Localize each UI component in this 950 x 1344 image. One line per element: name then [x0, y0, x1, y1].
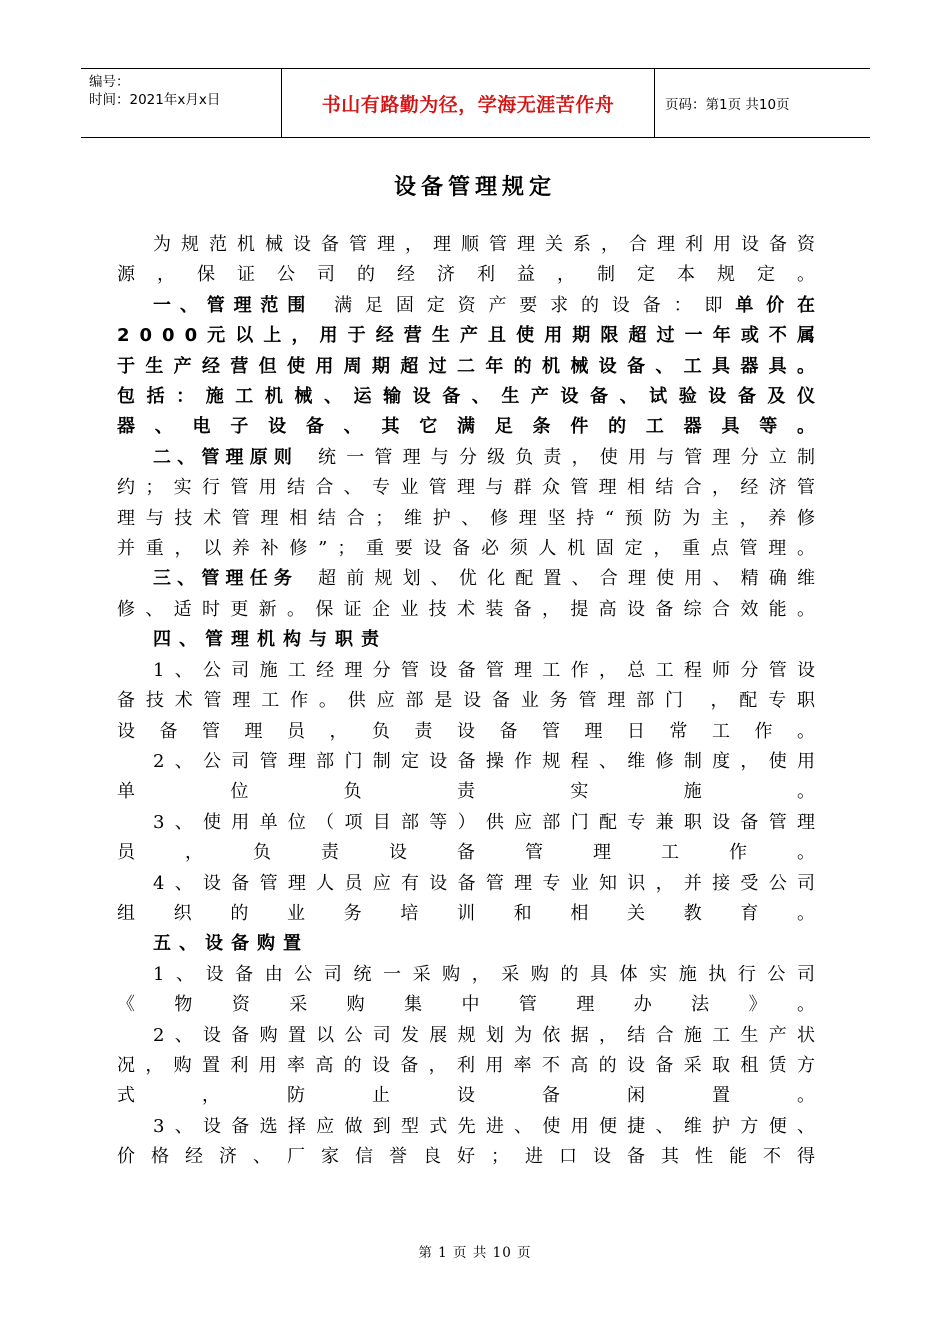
section-3-text: 超前规划、优化配置、合理使用、精确维修、适时更新。保证企业技术装备，提高设备综合效能。	[117, 568, 826, 620]
section-5-item: 3、设备选择应做到型式先进、使用便捷、维护方便、价格经济、厂家信誉良好；进口设备其性能不得	[117, 1115, 825, 1168]
section-4-item: 1、公司施工经理分管设备管理工作，总工程师分管设备技术管理工作。供应部是设备业务管理部门 ，配专职设备管理员，负责设备管理日常工作。	[117, 659, 825, 742]
section-3	[117, 564, 825, 625]
section-1-bold-text: 单价在2000元以上，用于经营生产且使用期限超过一年或不属于生产经营但使用周期超过二年的机械设备、工具器具。包括：施工机械、运输设备、生产设备、试验设备及仪器、电子设备、其它满足条件的工器具等。	[117, 294, 826, 438]
section-2	[117, 443, 825, 565]
header-table	[81, 68, 870, 138]
page-info: 页码：第1页 共10页	[665, 97, 790, 113]
header-page-info	[655, 69, 870, 137]
section-4-item: 3、使用单位（项目部等）供应部门配专兼职设备管理员，负责设备管理工作。	[117, 811, 825, 864]
section-5-heading: 五、设备购置	[153, 933, 309, 955]
section-4-item: 2、公司管理部门制定设备操作规程、维修制度，使用单位负责实施。	[117, 750, 825, 803]
slogan: 书山有路勤为径，学海无涯苦作舟	[321, 93, 615, 116]
section-3-heading: 三、管理任务	[153, 568, 299, 590]
document-title: 设备管理规定	[393, 175, 556, 200]
section-2-text: 统一管理与分级负责，使用与管理分立制约；实行管用结合、专业管理与群众管理相结合，经济管理与技术管理相结合；维护、修理坚持“预防为主，养修并重，以养补修”；重要设备必须人机固定，重点管理。	[117, 446, 826, 560]
document-body	[117, 230, 825, 1173]
header-slogan-cell	[281, 69, 655, 137]
section-4-item: 4、设备管理人员应有设备管理专业知识，并接受公司组织的业务培训和相关教育。	[117, 872, 825, 924]
section-5-item: 2、设备购置以公司发展规划为依据，结合施工生产状况，购置利用率高的设备，利用率不高的设备采取租赁方式，防止设备闲置。	[117, 1024, 825, 1107]
section-4-heading: 四、管理机构与职责	[153, 629, 387, 651]
section-1-text: 满足固定资产要求的设备：即	[334, 294, 736, 316]
section-1-heading: 一、管理范围	[153, 294, 315, 316]
section-5-item: 1、设备由公司统一采购，采购的具体实施执行公司《物资采购集中管理办法》。	[117, 963, 825, 1016]
page-footer: 第 1 页 共 10 页	[418, 1245, 532, 1261]
time-label: 时间：2021年x月x日	[89, 92, 221, 108]
header-meta	[81, 69, 281, 137]
code-label: 编号：	[89, 74, 130, 90]
section-2-heading: 二、管理原则	[153, 446, 299, 468]
section-1	[117, 291, 825, 443]
intro-paragraph: 为规范机械设备管理，理顺管理关系，合理利用设备资源，保证公司的经济利益，制定本规定。	[117, 234, 825, 286]
